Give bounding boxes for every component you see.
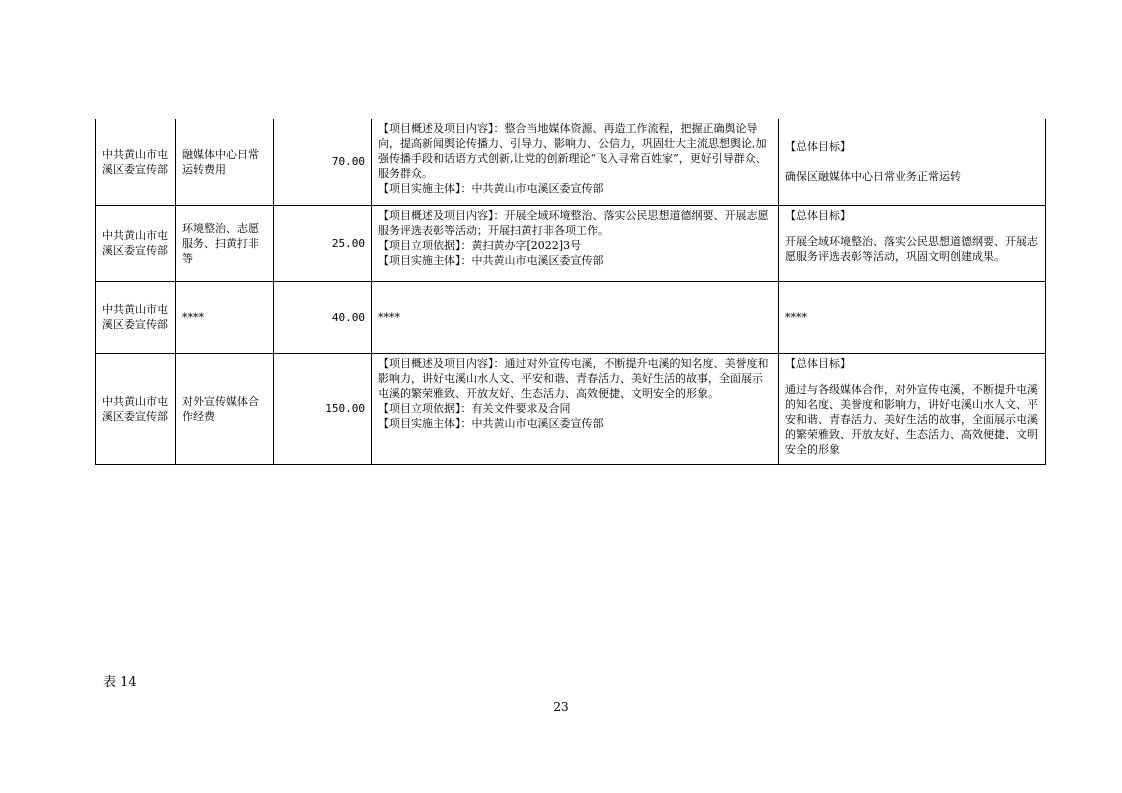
table-row (96, 205, 1046, 281)
table-row (96, 119, 1046, 205)
page-number: 23 (553, 700, 569, 714)
project-name-cell: 环境整治、志愿服务、扫黄打非等 (176, 205, 274, 281)
description-cell (372, 281, 779, 353)
goal-text: 确保区融媒体中心日常业务正常运转 (785, 170, 961, 184)
project-name-cell: 对外宣传媒体合作经费 (176, 353, 274, 464)
goal-cell (779, 353, 1046, 464)
goal-cell (779, 281, 1046, 353)
amount-cell: 150.00 (274, 353, 372, 464)
description-line: 【项目立项依据】：黄扫黄办字[2022]3号 (378, 238, 582, 252)
description-line: **** (378, 310, 400, 324)
amount-cell: 40.00 (274, 281, 372, 353)
description-line: 【项目实施主体】：中共黄山市屯溪区委宣传部 (378, 416, 604, 430)
description-cell (372, 119, 779, 205)
description-line: 【项目概述及项目内容】：开展全域环境整治、落实公民思想道德纲要、开展志愿服务评选表彰等活动；开展扫黄打非各项工作。 (378, 208, 769, 237)
project-name-cell: **** (176, 281, 274, 353)
goal-title: 【总体目标】 (785, 208, 851, 222)
description-line: 【项目实施主体】：中共黄山市屯溪区委宣传部 (378, 253, 604, 267)
goal-text: 开展全域环境整治、落实公民思想道德纲要、开展志愿服务评选表彰等活动，巩固文明创建成果。 (785, 234, 1038, 263)
goal-cell (779, 205, 1046, 281)
goal-title: 【总体目标】 (785, 356, 851, 370)
table-row (96, 353, 1046, 464)
goal-text: **** (785, 310, 807, 324)
budget-project-table (95, 119, 1046, 465)
department-cell: 中共黄山市屯溪区委宣传部 (96, 119, 176, 205)
table-caption: 表 14 (103, 675, 137, 690)
department-cell: 中共黄山市屯溪区委宣传部 (96, 205, 176, 281)
description-line: 【项目立项依据】：有关文件要求及合同 (378, 401, 571, 415)
goal-title: 【总体目标】 (785, 140, 851, 154)
description-line: 【项目概述及项目内容】：通过对外宣传屯溪，不断提升屯溪的知名度、美誉度和影响力，讲好屯溪山水人文、平安和谐、青春活力、美好生活的故事，全面展示屯溪的繁荣雅致、开放友好、生态活力、高效便捷、文明安全的形象。 (378, 356, 769, 400)
table-row (96, 281, 1046, 353)
department-cell: 中共黄山市屯溪区委宣传部 (96, 353, 176, 464)
amount-cell: 70.00 (274, 119, 372, 205)
goal-cell (779, 119, 1046, 205)
department-cell: 中共黄山市屯溪区委宣传部 (96, 281, 176, 353)
description-line: 【项目概述及项目内容】：整合当地媒体资源、再造工作流程，把握正确舆论导向，提高新闻舆论传播力、引导力、影响力、公信力，巩固壮大主流思想舆论,加强传播手段和话语方式创新,让党的创新理论“飞入寻常百姓家”，更好引导群众、服务群众。 (378, 122, 767, 180)
description-line: 【项目实施主体】：中共黄山市屯溪区委宣传部 (378, 182, 604, 195)
amount-cell: 25.00 (274, 205, 372, 281)
description-cell (372, 205, 779, 281)
description-cell (372, 353, 779, 464)
project-name-cell: 融媒体中心日常运转费用 (176, 119, 274, 205)
goal-text: 通过与各级媒体合作，对外宣传屯溪，不断提升屯溪的知名度、美誉度和影响力，讲好屯溪山水人文、平安和谐、青春活力、美好生活的故事，全面展示屯溪的繁荣雅致、开放友好、生态活力、高效便捷、文明安全的形象 (785, 382, 1038, 456)
